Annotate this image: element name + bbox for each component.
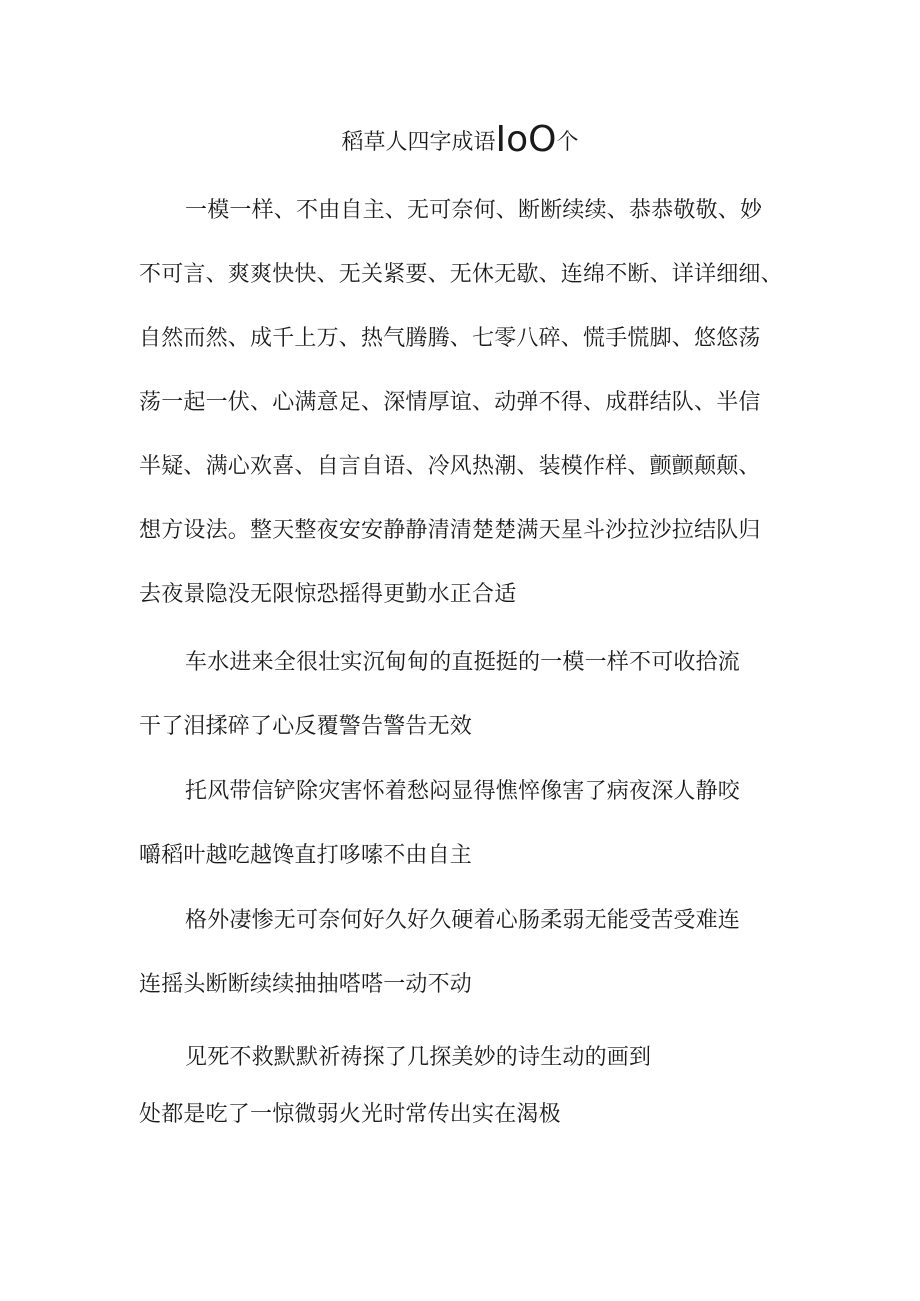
paragraph-2 — [139, 631, 809, 759]
title-number: IoO — [495, 119, 557, 160]
paragraph-line: 半疑、满心欢喜、自言自语、冷风热潮、装模作样、颤颤颠颠、 — [139, 454, 761, 479]
paragraph-1 — [139, 179, 809, 627]
paragraph-line: 见死不救默默祈祷探了几探美妙的诗生动的画到 — [185, 1045, 652, 1070]
paragraph-line: 去夜景隐没无限惊恐摇得更勤水正合适 — [139, 582, 517, 607]
paragraph-3 — [139, 760, 809, 888]
paragraph-line: 自然而然、成千上万、热气腾腾、七零八碎、慌手慌脚、悠悠荡 — [139, 326, 761, 351]
paragraph-line: 车水进来全很壮实沉甸甸的直挺挺的一模一样不可收拾流 — [185, 650, 741, 675]
paragraph-line: 干了泪揉碎了心反覆警告警告无效 — [139, 714, 473, 739]
title-prefix: 稻草人四字成语 — [341, 130, 496, 155]
document-title — [0, 118, 920, 165]
paragraph-line: 荡一起一伏、心满意足、深情厚谊、动弹不得、成群结队、半信 — [139, 390, 761, 415]
paragraph-4 — [139, 889, 809, 1017]
paragraph-line: 格外凄惨无可奈何好久好久硬着心肠柔弱无能受苦受难连 — [185, 908, 741, 933]
paragraph-line: 一模一样、不由自主、无可奈何、断断续续、恭恭敬敬、妙 — [185, 198, 763, 223]
paragraph-line: 处都是吃了一惊微弱火光时常传出实在渴极 — [139, 1102, 561, 1127]
paragraph-line: 不可言、爽爽快快、无关紧要、无休无歇、连绵不断、详详细细、 — [139, 262, 783, 287]
paragraph-line: 想方设法。整天整夜安安静静清清楚楚满天星斗沙拉沙拉结队归 — [139, 518, 761, 543]
paragraph-5 — [139, 1026, 809, 1140]
paragraph-line: 嚼稻叶越吃越馋直打哆嗦不由自主 — [139, 843, 473, 868]
paragraph-line: 连摇头断断续续抽抽嗒嗒一动不动 — [139, 972, 473, 997]
paragraph-line: 托风带信铲除灾害怀着愁闷显得憔悴像害了病夜深人静咬 — [185, 779, 741, 804]
title-suffix: 个 — [556, 130, 579, 155]
